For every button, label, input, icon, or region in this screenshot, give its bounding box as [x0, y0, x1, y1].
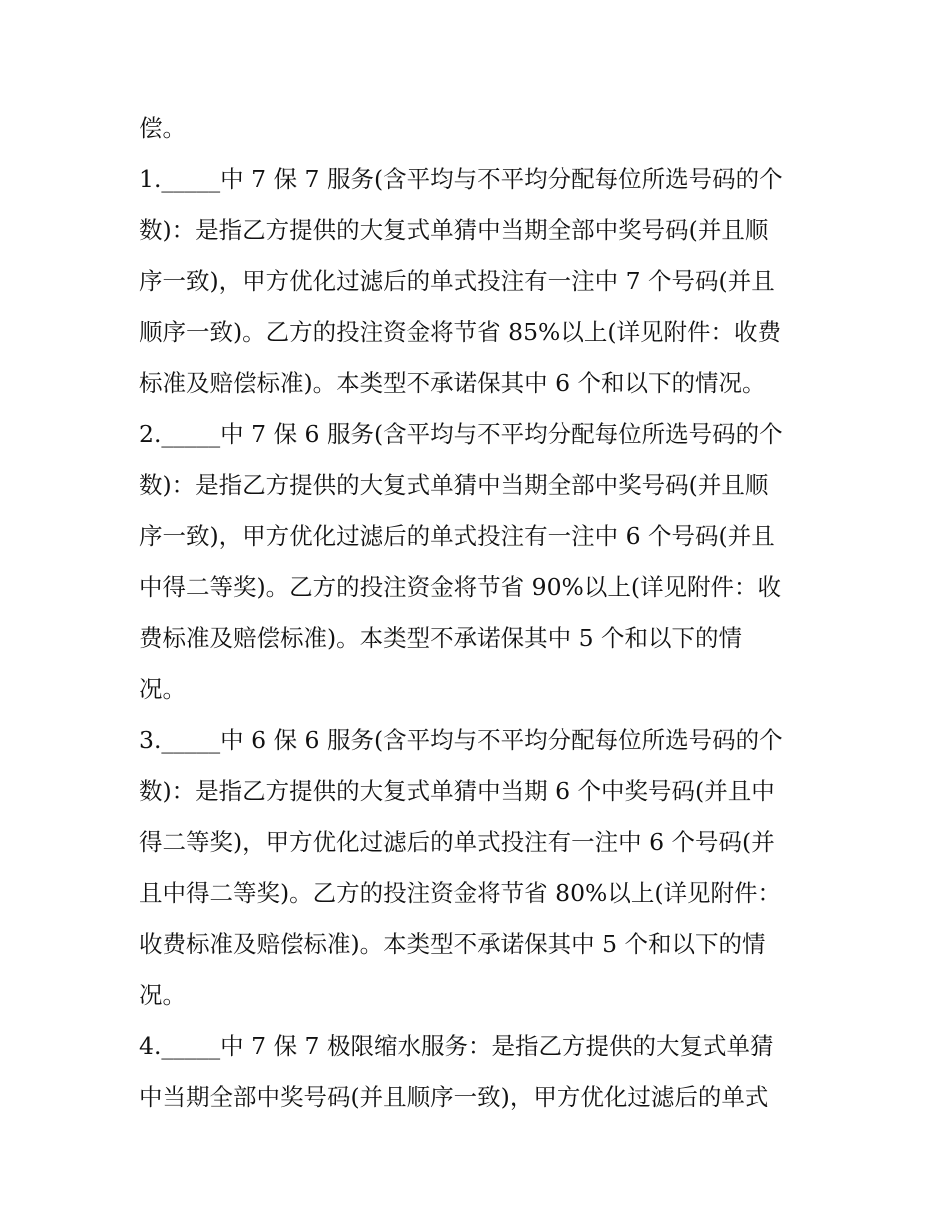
text-line: 收费标准及赔偿标准)。本类型不承诺保其中 5 个和以下的情: [139, 930, 766, 958]
document-body: [139, 103, 819, 1123]
text-line: 中当期全部中奖号码(并且顺序一致)，甲方优化过滤后的单式: [139, 1083, 769, 1111]
text-line: 且中得二等奖)。乙方的投注资金将节省 80%以上(详见附件：: [139, 879, 782, 907]
text-line: 顺序一致)。乙方的投注资金将节省 85%以上(详见附件：收费: [139, 318, 782, 346]
text-line: 数)：是指乙方提供的大复式单猜中当期全部中奖号码(并且顺: [139, 216, 769, 244]
text-line: 偿。: [139, 114, 186, 142]
text-line: 1._____中 7 保 7 服务(含平均与不平均分配每位所选号码的个: [139, 165, 783, 193]
text-line: 2._____中 7 保 6 服务(含平均与不平均分配每位所选号码的个: [139, 420, 783, 448]
text-line: 况。: [139, 981, 186, 1009]
text-line: 中得二等奖)。乙方的投注资金将节省 90%以上(详见附件：收: [139, 573, 782, 601]
text-line: 序一致)，甲方优化过滤后的单式投注有一注中 6 个号码(并且: [139, 522, 775, 550]
text-line: 3._____中 6 保 6 服务(含平均与不平均分配每位所选号码的个: [139, 726, 783, 754]
text-line: 标准及赔偿标准)。本类型不承诺保其中 6 个和以下的情况。: [139, 369, 766, 397]
text-line: 费标准及赔偿标准)。本类型不承诺保其中 5 个和以下的情: [139, 624, 743, 652]
text-line: 4._____中 7 保 7 极限缩水服务：是指乙方提供的大复式单猜: [139, 1032, 774, 1060]
text-line: 况。: [139, 675, 186, 703]
text-line: 得二等奖)，甲方优化过滤后的单式投注有一注中 6 个号码(并: [139, 828, 775, 856]
text-line: 数)：是指乙方提供的大复式单猜中当期 6 个中奖号码(并且中: [139, 777, 775, 805]
text-line: 数)：是指乙方提供的大复式单猜中当期全部中奖号码(并且顺: [139, 471, 769, 499]
text-line: 序一致)，甲方优化过滤后的单式投注有一注中 7 个号码(并且: [139, 267, 775, 295]
